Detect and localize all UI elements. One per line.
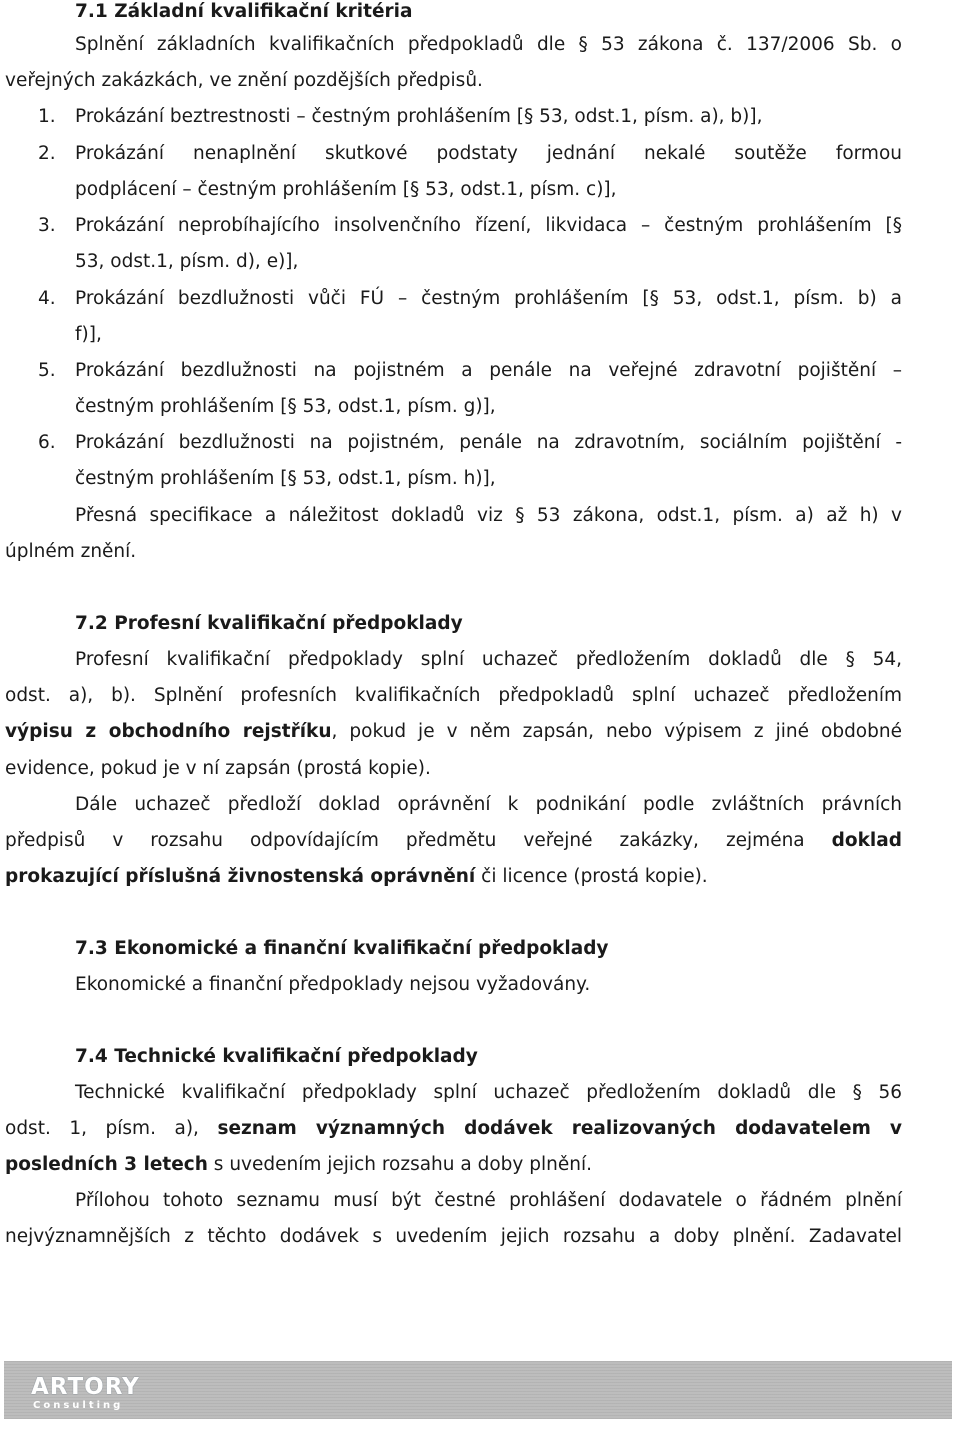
logo-wordmark: ARTORY xyxy=(31,1374,140,1400)
list-item-number: 3. xyxy=(38,215,56,236)
list-item-number: 6. xyxy=(38,432,56,453)
bold-text: výpisu z obchodního rejstříku xyxy=(5,721,332,742)
list-item-number: 5. xyxy=(38,360,56,381)
logo-subtitle: Consulting xyxy=(33,1400,124,1411)
paragraph-line: Profesní kvalifikační předpoklady splní uchazeč předložením dokladů dle § 54, xyxy=(75,649,902,670)
text-span: či licence (prostá kopie). xyxy=(475,866,708,887)
list-item-number: 2. xyxy=(38,143,56,164)
paragraph-line xyxy=(5,823,902,859)
heading-7-1: 7.1 Základní kvalifikační kritéria xyxy=(75,1,413,22)
footer-bar xyxy=(4,1361,952,1419)
list-item-text-cont: f)], xyxy=(75,324,102,345)
heading-7-2: 7.2 Profesní kvalifikační předpoklady xyxy=(75,613,463,634)
list-item-text: Prokázání bezdlužnosti na pojistném, penále na zdravotním, sociálním pojištění - xyxy=(75,432,902,453)
list-item-text: Prokázání nenaplnění skutkové podstaty jednání nekalé soutěže formou xyxy=(75,143,902,164)
list-item-text: Prokázání beztrestnosti – čestným prohlášením [§ 53, odst.1, písm. a), b)], xyxy=(75,106,763,127)
bold-text: seznam významných dodávek realizovaných dodavatelem v xyxy=(217,1118,902,1139)
list-item-number: 1. xyxy=(38,106,56,127)
text-span: s uvedením jejich rozsahu a doby plnění. xyxy=(207,1154,592,1175)
paragraph-line: nejvýznamnějších z těchto dodávek s uvedením jejich rozsahu a doby plnění. Zadavatel xyxy=(5,1226,902,1247)
list-item-text: Prokázání neprobíhajícího insolvenčního řízení, likvidaca – čestným prohlášením [§ xyxy=(75,215,902,236)
text-span: , pokud je v něm zapsán, nebo výpisem z jiné obdobné xyxy=(331,721,902,742)
paragraph-line xyxy=(5,859,708,895)
paragraph-line xyxy=(5,1147,592,1183)
intro-line-1: Splnění základních kvalifikačních předpokladů dle § 53 zákona č. 137/2006 Sb. o xyxy=(75,34,902,55)
bold-text: doklad xyxy=(831,830,902,851)
heading-7-3: 7.3 Ekonomické a finanční kvalifikační předpoklady xyxy=(75,938,609,959)
list-item-text-cont: 53, odst.1, písm. d), e)], xyxy=(75,251,299,272)
paragraph-line: Ekonomické a finanční předpoklady nejsou vyžadovány. xyxy=(75,974,591,995)
bold-text: prokazující příslušná živnostenská oprávnění xyxy=(5,866,476,887)
list-item-text-cont: čestným prohlášením [§ 53, odst.1, písm. h)], xyxy=(75,468,496,489)
paragraph-line: Dále uchazeč předloží doklad oprávnění k podnikání podle zvláštních právních xyxy=(75,794,902,815)
text-span: odst. 1, písm. a), xyxy=(5,1118,199,1139)
paragraph-line: Technické kvalifikační předpoklady splní uchazeč předložením dokladů dle § 56 xyxy=(75,1082,902,1103)
artory-logo xyxy=(31,1375,151,1411)
paragraph-line: Přílohou tohoto seznamu musí být čestné prohlášení dodavatele o řádném plnění xyxy=(75,1190,902,1211)
paragraph-line xyxy=(5,714,902,750)
intro-line-2: veřejných zakázkách, ve znění pozdějších předpisů. xyxy=(5,70,483,91)
heading-7-4: 7.4 Technické kvalifikační předpoklady xyxy=(75,1046,478,1067)
paragraph-line: odst. a), b). Splnění profesních kvalifikačních předpokladů splní uchazeč předložením xyxy=(5,685,902,706)
list-item-text-cont: podplácení – čestným prohlášením [§ 53, odst.1, písm. c)], xyxy=(75,179,617,200)
list-item-text-cont: čestným prohlášením [§ 53, odst.1, písm. g)], xyxy=(75,396,496,417)
list-item-text: Prokázání bezdlužnosti vůči FÚ – čestným prohlášením [§ 53, odst.1, písm. b) a xyxy=(75,288,902,309)
bold-text: posledních 3 letech xyxy=(5,1154,208,1175)
paragraph-line xyxy=(5,1111,902,1147)
paragraph-line: evidence, pokud je v ní zapsán (prostá kopie). xyxy=(5,758,431,779)
text-span: předpisů v rozsahu odpovídajícím předmětu veřejné zakázky, zejména xyxy=(5,830,805,851)
spec-line-1: Přesná specifikace a náležitost dokladů viz § 53 zákona, odst.1, písm. a) až h) v xyxy=(75,505,902,526)
list-item-text: Prokázání bezdlužnosti na pojistném a penále na veřejné zdravotní pojištění – xyxy=(75,360,902,381)
spec-line-2: úplném znění. xyxy=(5,541,137,562)
list-item-number: 4. xyxy=(38,288,56,309)
